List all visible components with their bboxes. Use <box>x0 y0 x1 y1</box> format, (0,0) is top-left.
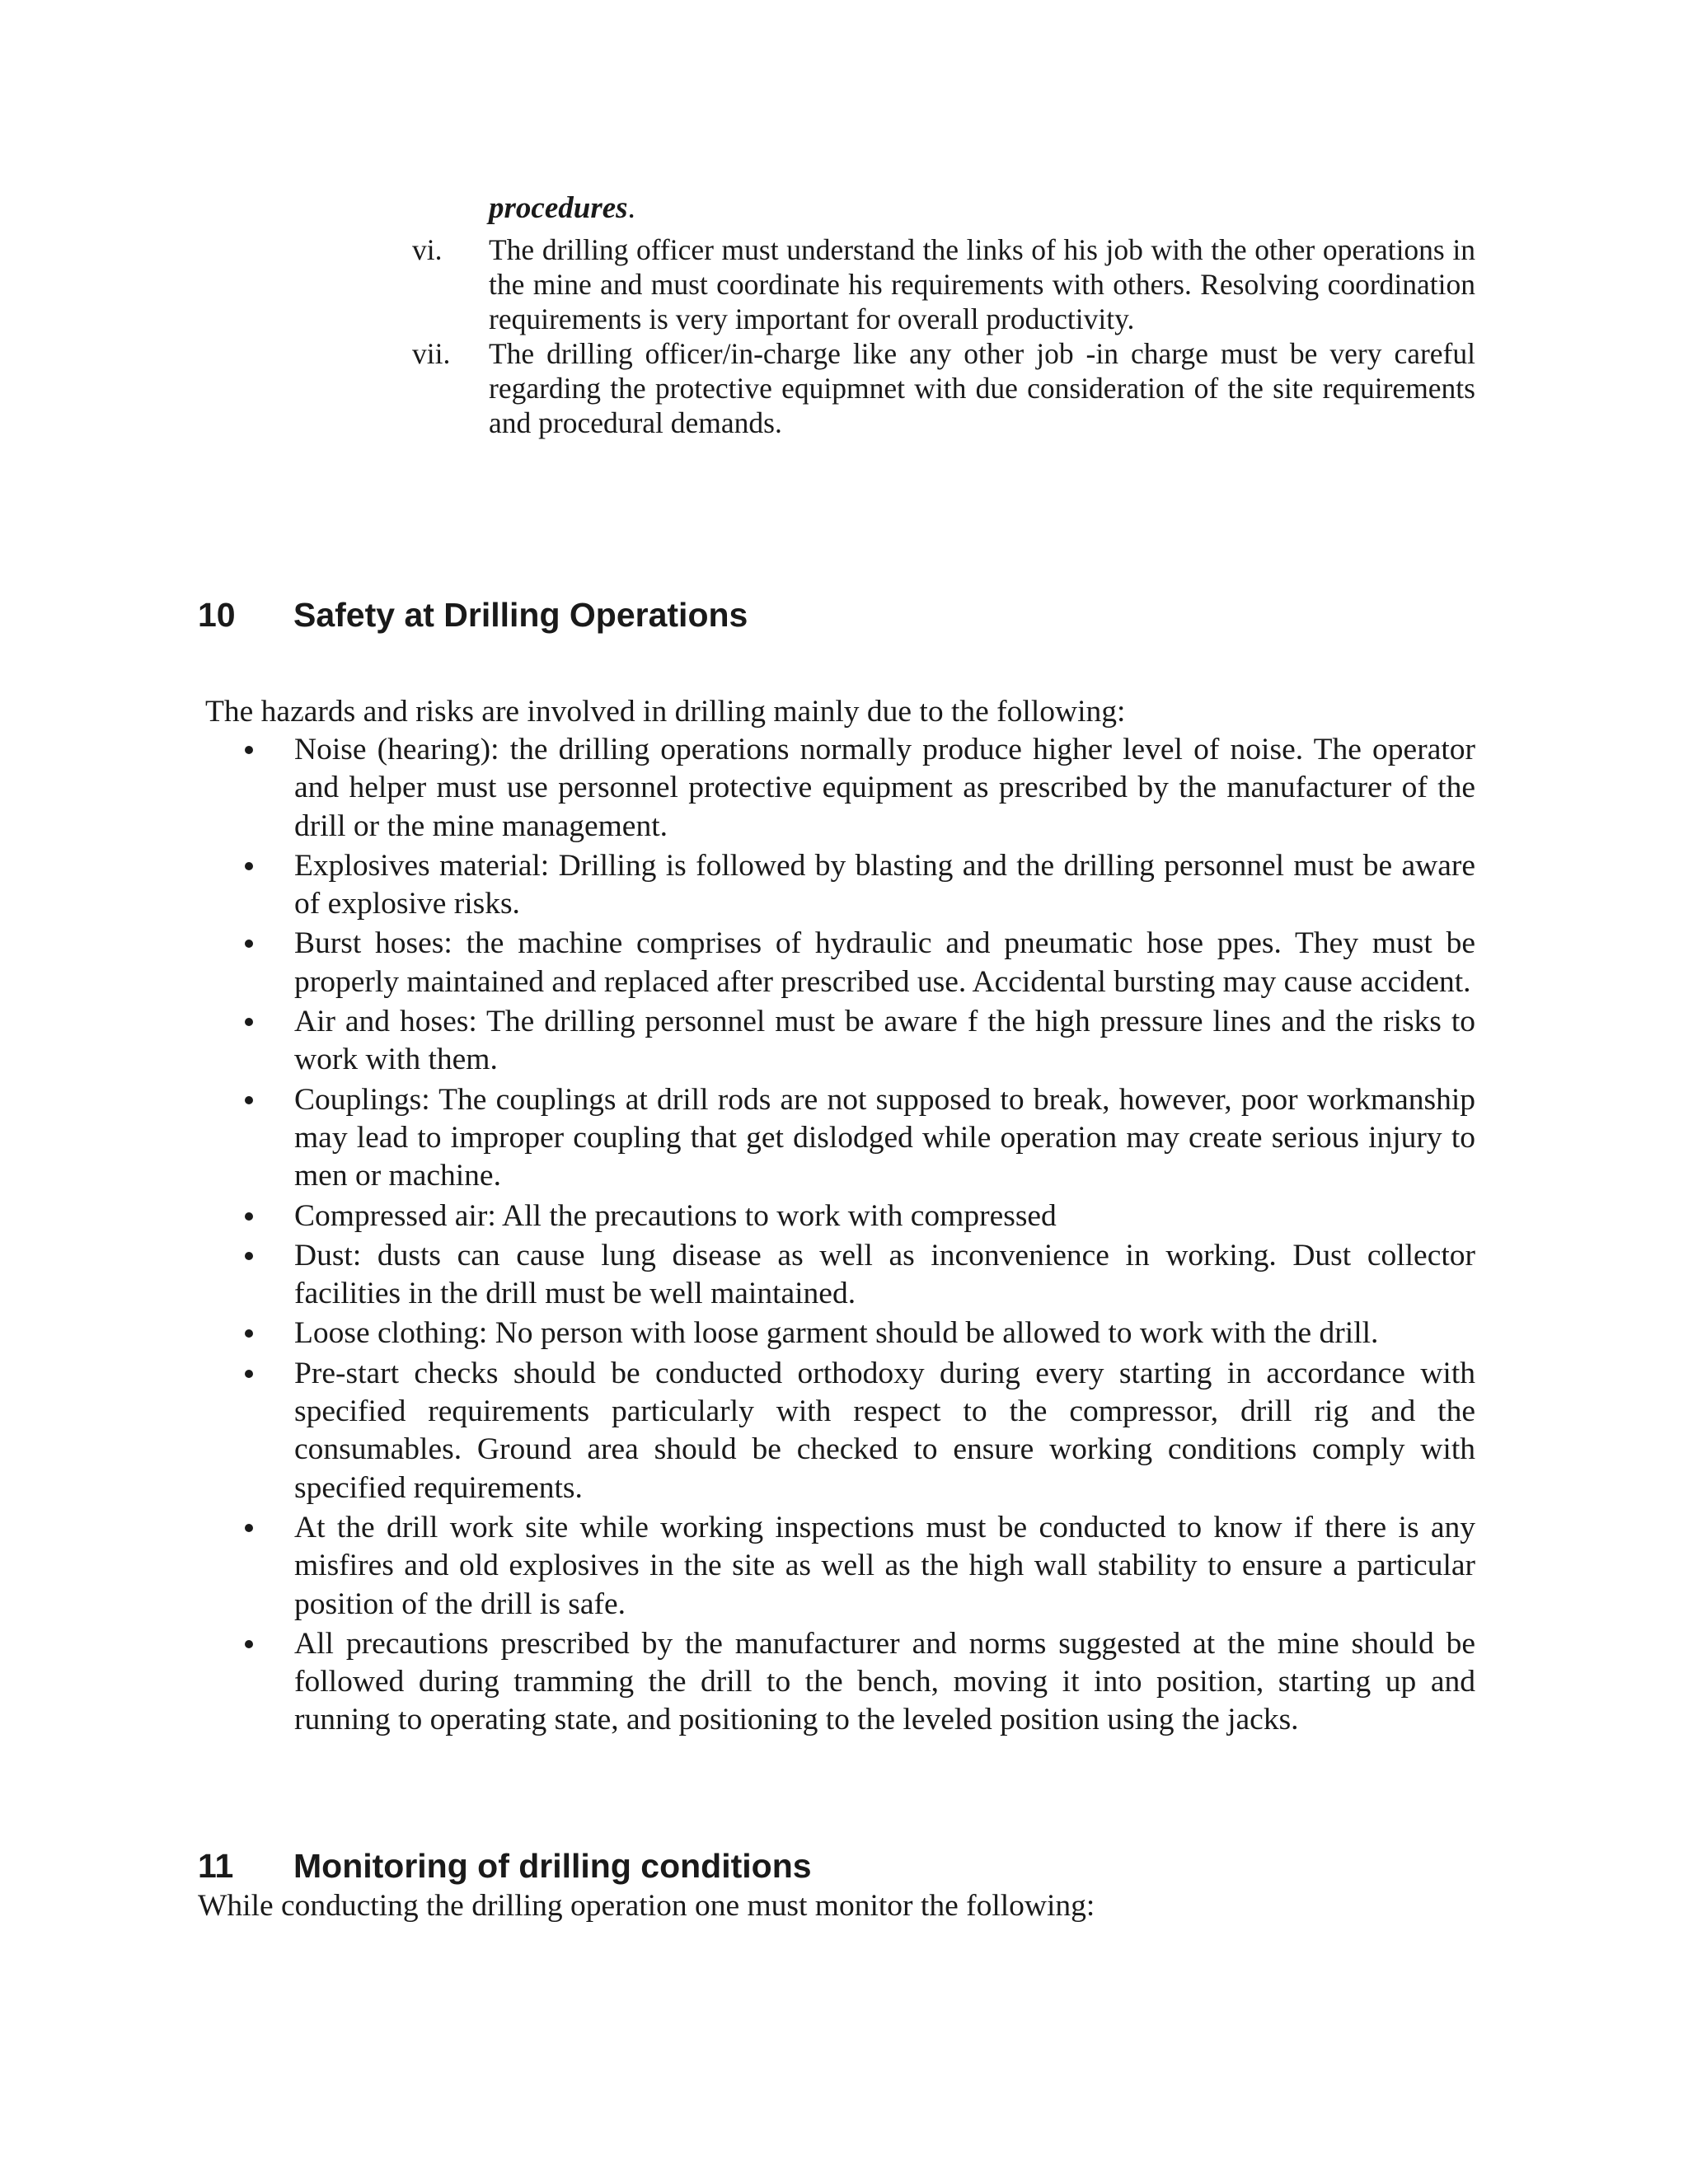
bullet-item <box>244 1003 1475 1080</box>
bullet-icon <box>245 1018 253 1026</box>
bullet-text: Burst hoses: the machine comprises of hydraulic and pneumatic hose ppes. They must be properly maintained and replaced after prescribed use. Accidental bursting may cause accident. <box>294 926 1475 999</box>
bullet-icon <box>245 1370 253 1378</box>
roman-list-item <box>412 232 1475 336</box>
continuation-period: . <box>627 191 635 225</box>
bullet-text: Air and hoses: The drilling personnel must be aware f the high pressure lines and the risks to work with them. <box>294 1005 1475 1077</box>
bullet-text: Explosives material: Drilling is followed by blasting and the drilling personnel must be aware of explosive risks. <box>294 848 1475 921</box>
bullet-icon <box>245 1329 253 1338</box>
roman-list-item <box>412 336 1475 440</box>
section-number: 10 <box>198 596 236 634</box>
bullet-text: Couplings: The couplings at drill rods are not supposed to break, however, poor workmanship may lead to improper coupling that get dislodged while operation may create serious injury to men or machine. <box>294 1082 1475 1193</box>
bullet-text: Pre-start checks should be conducted orthodoxy during every starting in accordance with specified requirements particularly with respect to the compressor, drill rig and the consumables. Ground area should be checked to ensure working conditions comply with specified requirements. <box>294 1356 1475 1505</box>
bullet-item <box>244 1237 1475 1314</box>
roman-item-continuation <box>489 191 635 226</box>
bullet-item <box>244 925 1475 1001</box>
bullet-icon <box>245 746 253 754</box>
bullet-text: Compressed air: All the precautions to work with compressed <box>294 1198 1057 1233</box>
roman-numeral-list <box>412 232 1475 440</box>
section-number: 11 <box>198 1847 234 1885</box>
section-heading-10 <box>198 595 748 635</box>
bullet-icon <box>245 1096 253 1104</box>
bullet-icon <box>245 940 253 948</box>
emphasis-text: procedures <box>489 191 628 225</box>
section-intro-paragraph: While conducting the drilling operation one must monitor the following: <box>198 1889 1095 1923</box>
bullet-item <box>244 1081 1475 1196</box>
bullet-icon <box>245 1640 253 1648</box>
hazards-bullet-list <box>244 731 1475 1741</box>
bullet-icon <box>245 1252 253 1260</box>
bullet-icon <box>245 1212 253 1221</box>
bullet-item <box>244 731 1475 846</box>
bullet-text: Dust: dusts can cause lung disease as well as inconvenience in working. Dust collector facilities in the drill must be well maintained. <box>294 1238 1475 1311</box>
bullet-text: At the drill work site while working inspections must be conducted to know if there is any misfires and old explosives in the site as well as the high wall stability to ensure a particular position of the drill is safe. <box>294 1510 1475 1621</box>
roman-numeral: vii. <box>412 337 451 370</box>
bullet-text: Noise (hearing): the drilling operations normally produce higher level of noise. The operator and helper must use personnel protective equipment as prescribed by the manufacturer of the drill or the mine management. <box>294 733 1475 843</box>
bullet-item <box>244 1509 1475 1624</box>
bullet-item <box>244 1197 1475 1235</box>
section-heading-11 <box>198 1846 812 1886</box>
bullet-item <box>244 847 1475 924</box>
section-title: Monitoring of drilling conditions <box>293 1847 812 1885</box>
bullet-item <box>244 1625 1475 1740</box>
bullet-icon <box>245 862 253 870</box>
roman-item-text: The drilling officer/in-charge like any other job -in charge must be very careful regarding the protective equipmnet with due consideration of the site requirements and procedural demands. <box>489 337 1475 439</box>
bullet-text: All precautions prescribed by the manufacturer and norms suggested at the mine should be followed during tramming the drill to the bench, moving it into position, starting up and running to operating state, and positioning to the leveled position using the jacks. <box>294 1626 1475 1737</box>
bullet-text: Loose clothing: No person with loose garment should be allowed to work with the drill. <box>294 1316 1379 1351</box>
bullet-icon <box>245 1524 253 1532</box>
roman-item-text: The drilling officer must understand the links of his job with the other operations in the mine and must coordinate his requirements with others. Resolving coordination requirements is very important for overall productivity. <box>489 233 1475 335</box>
roman-numeral: vi. <box>412 233 443 266</box>
section-title: Safety at Drilling Operations <box>293 596 748 634</box>
section-intro-paragraph: The hazards and risks are involved in drilling mainly due to the following: <box>205 695 1126 729</box>
bullet-item <box>244 1315 1475 1352</box>
bullet-item <box>244 1355 1475 1507</box>
